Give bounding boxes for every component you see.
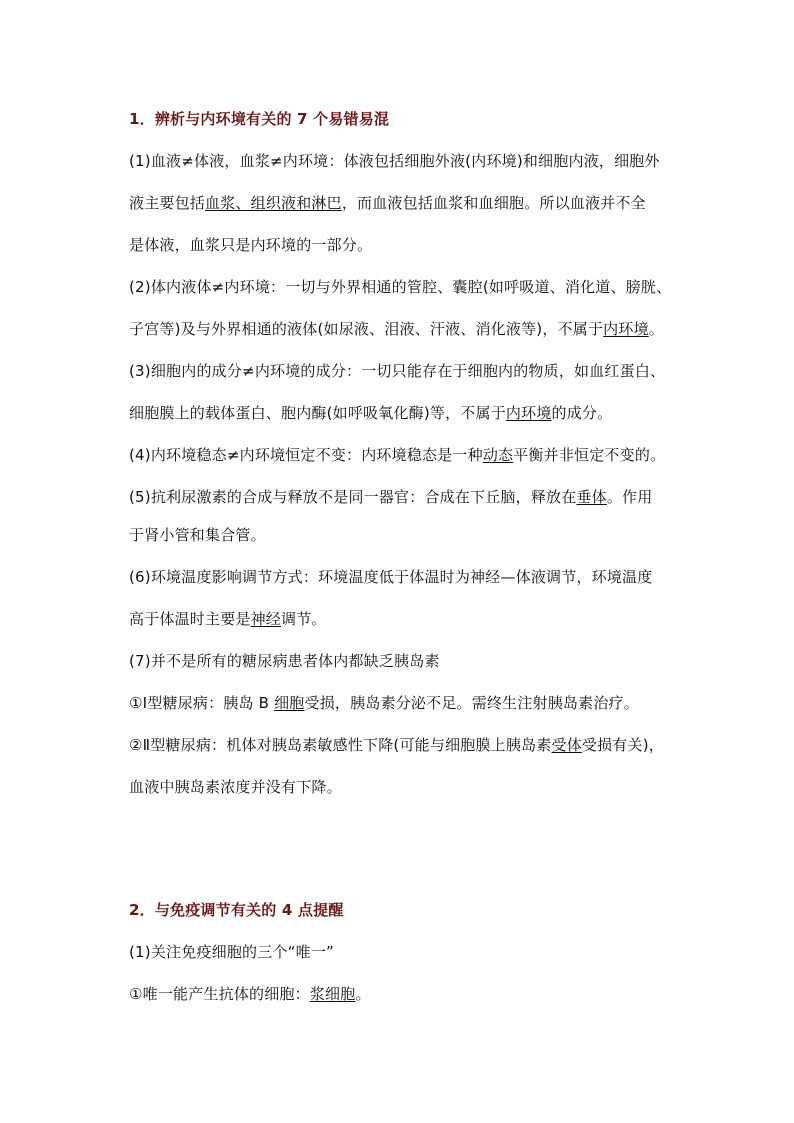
text-run: 。 [355,985,371,1003]
section-1-line-1 [129,151,660,171]
underlined-answer: 受体 [551,736,582,754]
text-run: ②Ⅱ型糖尿病：机体对胰岛素敏感性下降(可能与细胞膜上胰岛素 [129,736,552,754]
section-1-line-2 [129,193,646,213]
section-1-line-5 [129,319,664,339]
section-1-line-10 [129,525,266,545]
text-run: 液主要包括 [129,194,206,212]
text-run: 受损有关)， [581,736,664,754]
section-heading-1: 1．辨析与内环境有关的 7 个易错易混 [129,110,390,128]
underlined-answer: 血浆、组织液和淋巴 [205,194,342,212]
section-1-line-11 [129,567,652,587]
underlined-answer: 动态 [482,446,514,464]
text-run: (2)体内液体≠内环境：一切与外界相通的管腔、囊腔(如呼吸道、消化道、膀胱、 [129,278,672,296]
text-run: 血液中胰岛素浓度并没有下降。 [129,778,342,796]
text-run: (5)抗利尿激素的合成与释放不是同一器官：合成在下丘脑，释放在 [129,488,577,506]
underlined-answer: 垂体 [576,488,607,506]
text-run: ，而血液包括血浆和血细胞。所以血液并不全 [341,194,646,212]
text-run: 于肾小管和集合管。 [129,526,266,544]
section-1-line-4 [129,277,671,297]
section-1-line-14 [129,693,639,713]
text-run: (4)内环境稳态≠内环境恒定不变：内环境稳态是一种 [129,446,483,464]
section-heading-2: 2．与免疫调节有关的 4 点提醒 [129,901,344,919]
section-2-line-1 [129,942,334,962]
text-run: 平衡并非恒定不变的。 [513,446,666,464]
text-run: 细胞膜上的载体蛋白、胞内酶(如呼吸氧化酶)等，不属于 [129,404,506,422]
text-run: (6)环境温度影响调节方式：环境温度低于体温时为神经—体液调节，环境温度 [129,568,653,586]
section-1-line-9 [129,487,652,507]
text-run: ①Ⅰ型糖尿病：胰岛 B [129,694,275,712]
text-run: ①唯一能产生抗体的细胞： [129,985,310,1003]
text-run: 的成分。 [551,404,613,422]
text-run: 子宫等)及与外界相通的液体(如尿液、泪液、汗液、消化液等)，不属于 [129,320,604,338]
text-run: 调节。 [281,610,327,628]
text-run: 受损，胰岛素分泌不足。需终生注射胰岛素治疗。 [304,694,639,712]
underlined-answer: 神经 [250,610,282,628]
underlined-answer: 细胞 [274,694,305,712]
underlined-answer: 内环境 [505,404,552,422]
text-run: (7)并不是所有的糖尿病患者体内都缺乏胰岛素 [129,652,440,670]
text-run: 。作用 [606,488,653,506]
section-1-line-15 [129,735,664,755]
text-run: (1)血液≠体液，血浆≠内环境：体液包括细胞外液(内环境)和细胞内液，细胞外 [129,152,660,170]
text-run: (1)关注免疫细胞的三个“唯一” [129,943,334,961]
text-run: 是体液，血浆只是内环境的一部分。 [129,236,373,254]
section-1-line-16 [129,777,342,797]
section-1-line-13 [129,651,440,671]
section-1-line-7 [129,403,612,423]
section-2-line-2 [129,984,371,1004]
section-1-line-3 [129,235,372,255]
underlined-answer: 内环境 [603,320,649,338]
section-1-line-8 [129,445,665,465]
text-run: 高于体温时主要是 [129,610,251,628]
section-1-line-6 [129,361,665,381]
section-1-line-12 [129,609,327,629]
text-run: (3)细胞内的成分≠内环境的成分：一切只能存在于细胞内的物质，如血红蛋白、 [129,362,666,380]
underlined-answer: 浆细胞 [309,985,356,1003]
text-run: 。 [648,320,664,338]
